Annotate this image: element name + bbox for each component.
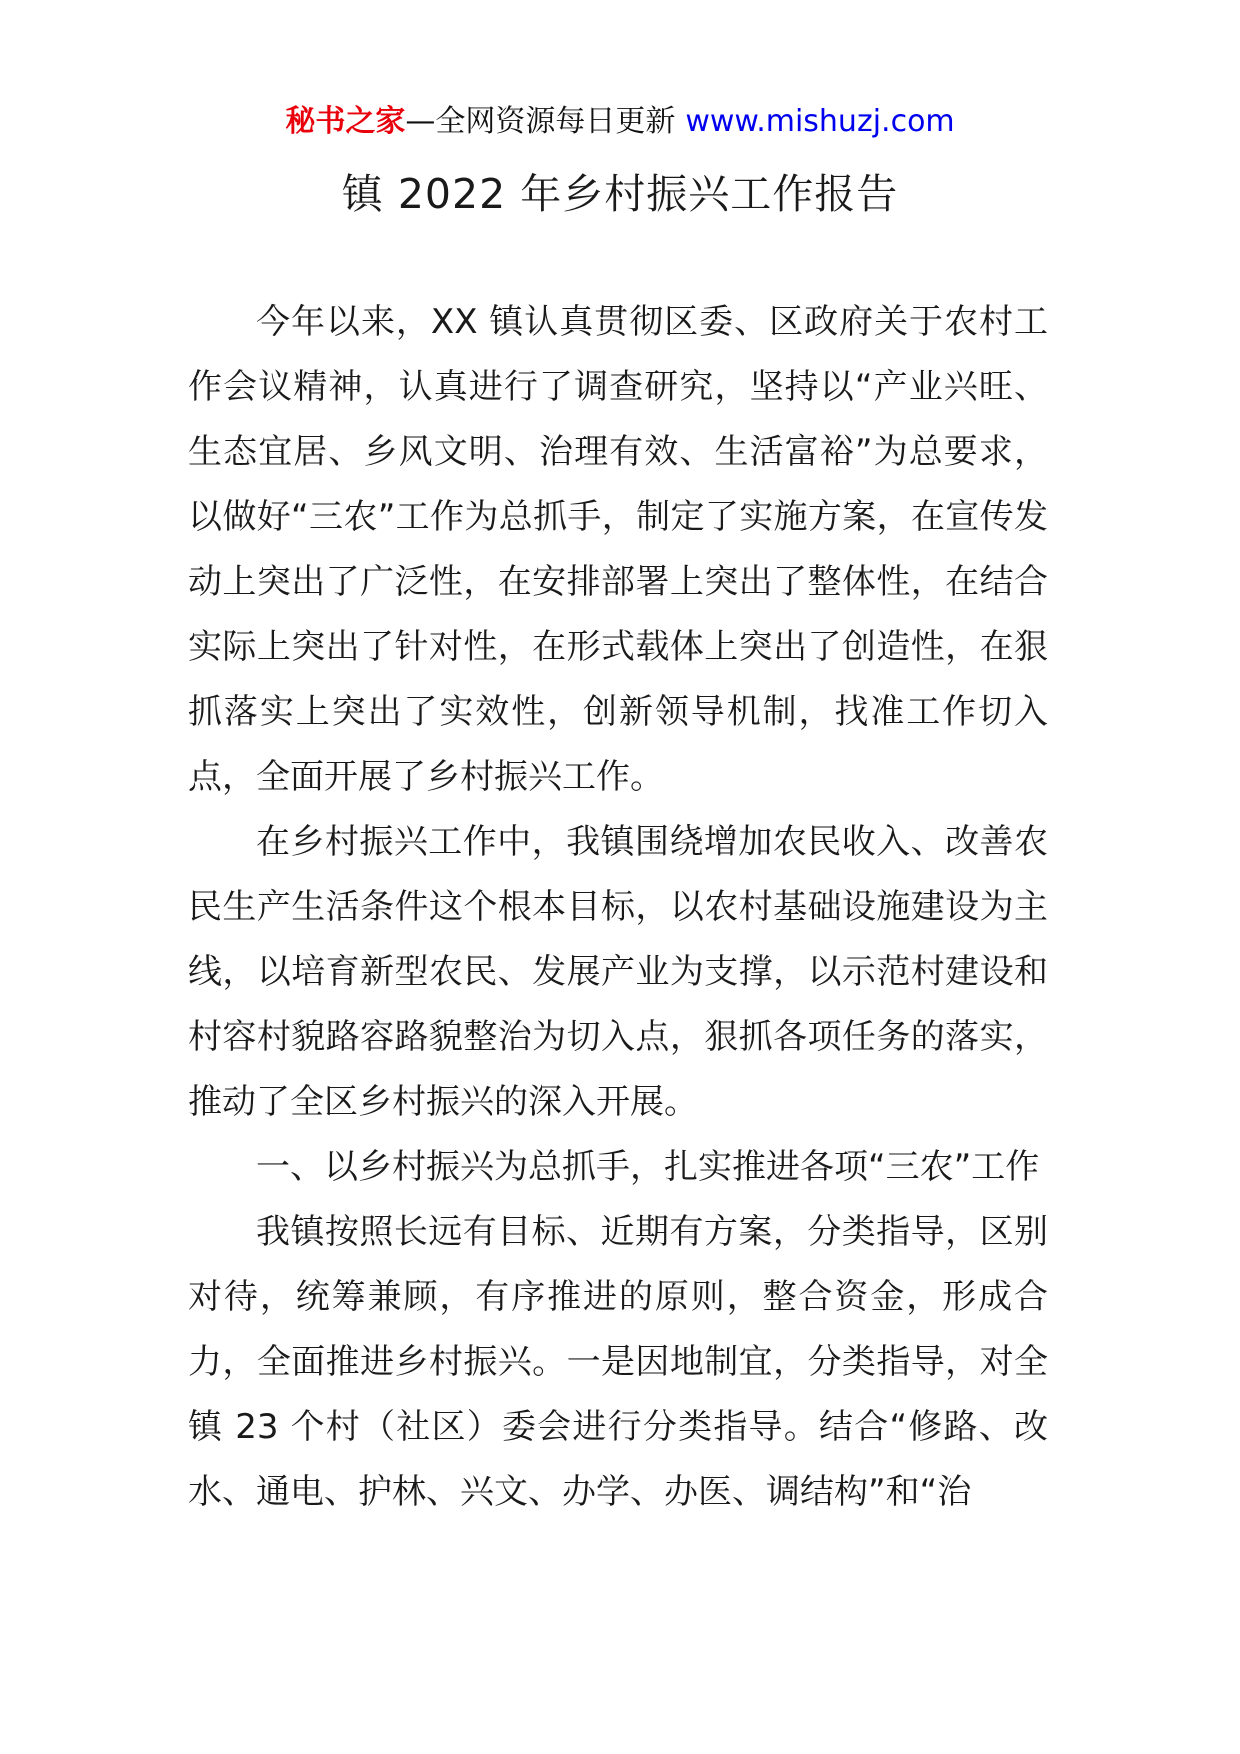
- paragraph-intro: 今年以来，XX 镇认真贯彻区委、区政府关于农村工作会议精神，认真进行了调查研究，坚持以“产业兴旺、生态宜居、乡风文明、治理有效、生活富裕”为总要求，以做好“三农”工作为总抓手，制定了实施方案，在宣传发动上突出了广泛性，在安排部署上突出了整体性，在结合实际上突出了针对性，在形式载体上突出了创造性，在狠抓落实上突出了实效性，创新领导机制，找准工作切入点，全面开展了乡村振兴工作。: [188, 302, 1048, 797]
- document-body: [188, 290, 1048, 1525]
- header-slogan: —全网资源每日更新: [405, 104, 676, 139]
- document-title: 镇 2022 年乡村振兴工作报告: [341, 170, 899, 218]
- section-heading-1: 一、以乡村振兴为总抓手，扎实推进各项“三农”工作: [256, 1147, 1040, 1187]
- site-url-link[interactable]: www.mishuzj.com: [685, 104, 955, 139]
- paragraph-section-1: 我镇按照长远有目标、近期有方案，分类指导，区别对待，统筹兼顾，有序推进的原则，整合资金，形成合力，全面推进乡村振兴。一是因地制宜，分类指导，对全镇 23 个村（社区）委会进行分类指导。结合“修路、改水、通电、护林、兴文、办学、办医、调结构”和“治: [188, 1212, 1048, 1512]
- site-header: [0, 102, 1240, 142]
- paragraph-summary: 在乡村振兴工作中，我镇围绕增加农民收入、改善农民生产生活条件这个根本目标，以农村基础设施建设为主线，以培育新型农民、发展产业为支撑，以示范村建设和村容村貌路容路貌整治为切入点，狠抓各项任务的落实，推动了全区乡村振兴的深入开展。: [188, 822, 1048, 1122]
- brand-name: 秘书之家: [285, 104, 406, 139]
